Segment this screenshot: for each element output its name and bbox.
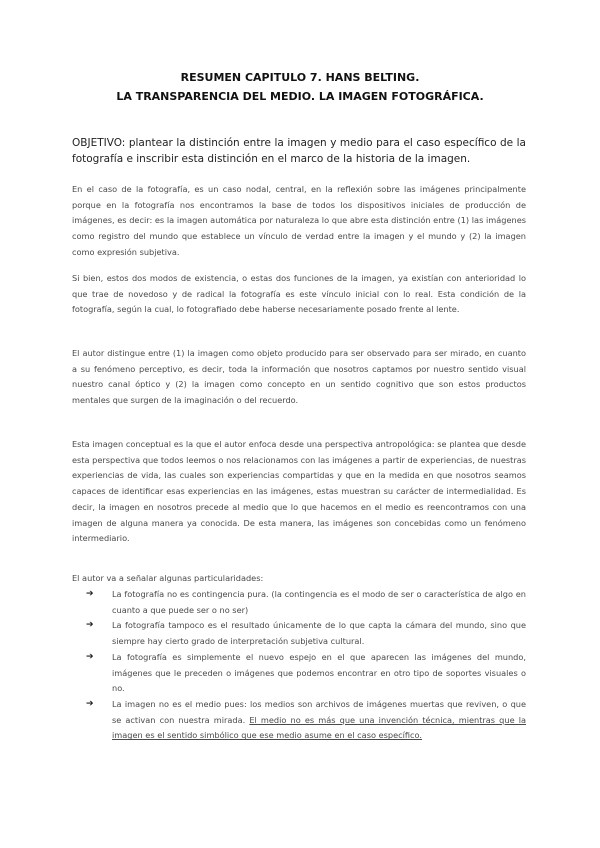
objective-paragraph: OBJETIVO: plantear la distinción entre la imagen y medio para el caso específico de la fotografía e inscribir esta distinción en el marco de la historia de la imagen. xyxy=(72,136,526,165)
paragraph-4: Esta imagen conceptual es la que el autor enfoca desde una perspectiva antropológica: se plantea que desde esta perspectiva que todos leemos o nos relacionamos con las imágenes a partir de experiencias, de nuestras experiencias de vida, las cuales son experiencias compartidas y que en la medida en que nosotros seamos capaces de identificar esas experiencias en las imágenes, estas muestran su carácter de intermedialidad. Es decir, la imagen en nosotros precede al medio que lo que hacemos en el medio es reencontramos con una imagen de alguna manera ya conocida. De esta manera, las imágenes son concebidas como un fenómeno intermediario. xyxy=(72,439,526,544)
list-item xyxy=(86,587,526,618)
arrow-bullet-icon: ➔ xyxy=(86,698,94,709)
arrow-bullet-icon: ➔ xyxy=(86,651,94,662)
list-item xyxy=(86,697,526,744)
underlined-text: El medio no es más que una invención técnica, mientras que la imagen es el sentido simbólico que ese medio asume en el caso específico. xyxy=(112,714,527,741)
arrow-bullet-icon: ➔ xyxy=(86,620,94,631)
title-line-1: RESUMEN CAPITULO 7. HANS BELTING. xyxy=(180,71,420,84)
list-item-text: La imagen no es el medio pues: los medios son archivos de imágenes muertas que reviven, o que se activan con nuestra mirada. xyxy=(112,698,526,725)
paragraph-2: Si bien, estos dos modos de existencia, o estas dos funciones de la imagen, ya existían con anterioridad lo que trae de novedoso y de radical la fotografía es este vínculo inicial con lo real. Esta condición de la fotografía, según la cual, lo fotografiado debe haberse necesariamente posado frente al lente. xyxy=(72,273,526,315)
list-intro: El autor va a señalar algunas particularidades: xyxy=(72,573,264,583)
paragraph-3: El autor distingue entre (1) la imagen como objeto producido para ser observado para ser mirado, en cuanto a su fenómeno perceptivo, es decir, toda la información que nosotros captamos por nuestro sentido visual nuestro canal óptico y (2) la imagen como concepto en un sentido cognitivo que son estos productos mentales que surgen de la imaginación o del recuerdo. xyxy=(72,348,526,406)
arrow-bullet-icon: ➔ xyxy=(86,589,94,599)
list-item xyxy=(86,650,526,697)
title-line-2: LA TRANSPARENCIA DEL MEDIO. LA IMAGEN FOTOGRÁFICA. xyxy=(116,90,484,103)
particularities-list xyxy=(86,587,526,744)
list-item-text: La fotografía es simplemente el nuevo espejo en el que aparecen las imágenes del mundo, imágenes que le preceden o imágenes que podemos encontrar en otro tipo de soportes visuales o no. xyxy=(112,651,526,694)
list-item xyxy=(86,618,526,649)
document-title xyxy=(70,68,530,106)
list-item-text: La fotografía no es contingencia pura. (la contingencia es el modo de ser o característica de algo en cuanto a que puede ser o no ser) xyxy=(112,589,526,615)
list-item-text: La fotografía tampoco es el resultado únicamente de lo que capta la cámara del mundo, sino que siempre hay cierto grado de interpretación subjetiva cultural. xyxy=(112,620,526,647)
paragraph-1: En el caso de la fotografía, es un caso nodal, central, en la reflexión sobre las imágenes principalmente porque en la fotografía nos encontramos la base de todos los dispositivos iniciales de producción de imágenes, es decir: es la imagen automática por naturaleza lo que abre esta distinción entre (1) las imágenes como registro del mundo que establece un vínculo de verdad entre la imagen y el mundo y (2) la imagen como expresión subjetiva. xyxy=(72,184,526,257)
